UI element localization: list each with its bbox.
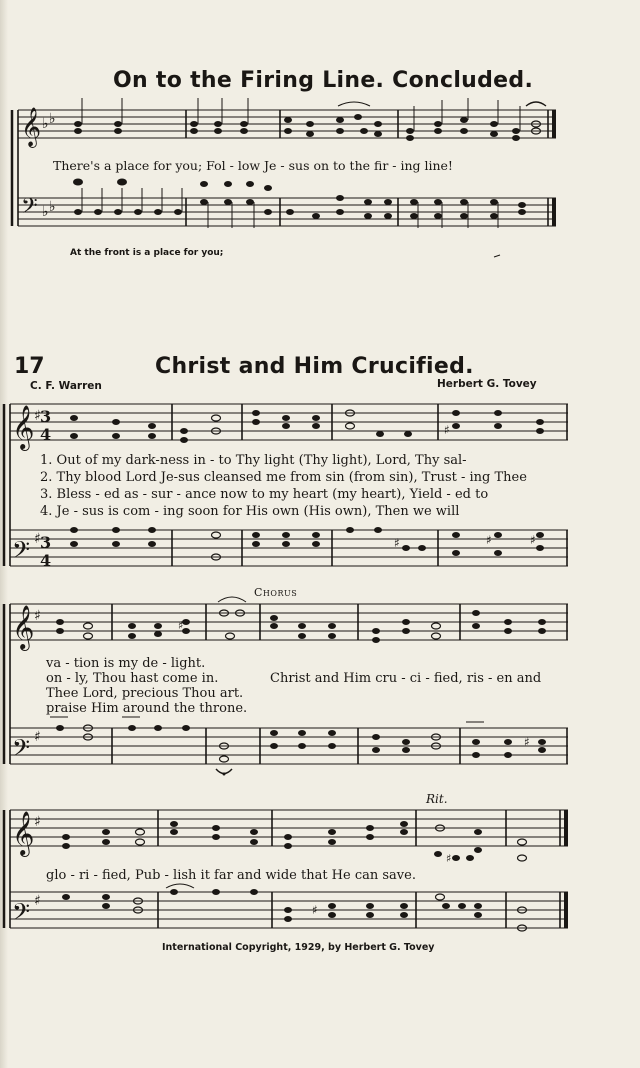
ritardando-marking: Rit. — [426, 792, 448, 806]
song-title-firing-line: On to the Firing Line. Concluded. — [113, 68, 534, 93]
continuation-verse-4: praise Him around the throne. — [46, 701, 248, 716]
svg-text:3: 3 — [40, 533, 52, 552]
svg-text:♯: ♯ — [444, 423, 450, 437]
verse-3-line: 3. Bless - ed as - sur - ance now to my heart (my heart), Yield - ed to — [40, 487, 489, 502]
svg-text:♯: ♯ — [34, 408, 41, 424]
chorus-lyric-line-2: glo - ri - fied, Pub - lish it far and wide that He can save. — [46, 868, 416, 883]
svg-text:♯: ♯ — [178, 619, 184, 632]
svg-text:𝄢: 𝄢 — [21, 194, 38, 224]
svg-text:♭: ♭ — [49, 199, 56, 215]
svg-text:𝄞: 𝄞 — [12, 811, 35, 855]
svg-text:♯: ♯ — [312, 903, 318, 917]
svg-text:♯: ♯ — [446, 852, 452, 865]
copyright-notice: International Copyright, 1929, by Herbert G. Tovey — [162, 942, 435, 953]
svg-text:♯: ♯ — [486, 533, 492, 547]
verse-block — [40, 452, 527, 520]
svg-text:♯: ♯ — [34, 531, 41, 547]
hymn-composer: Herbert G. Tovey — [437, 378, 537, 390]
svg-text:♯: ♯ — [34, 893, 41, 909]
svg-text:𝄢: 𝄢 — [12, 734, 31, 767]
continuation-block — [46, 656, 247, 716]
svg-text:4: 4 — [40, 551, 52, 570]
svg-text:4: 4 — [40, 425, 52, 444]
svg-text:♯: ♯ — [530, 533, 536, 547]
continuation-verse-1: va - tion is my de - light. — [46, 656, 206, 671]
verse-1-line: 1. Out of my dark-ness in - to Thy light (Thy light), Lord, Thy sal- — [40, 453, 467, 468]
svg-text:𝄢: 𝄢 — [12, 898, 31, 931]
svg-text:♯: ♯ — [34, 729, 41, 745]
verse-2-line: 2. Thy blood Lord Je-sus cleansed me from sin (from sin), Trust - ing Thee — [40, 470, 527, 485]
svg-text:𝄞: 𝄞 — [12, 405, 35, 449]
svg-text:♭: ♭ — [49, 111, 56, 127]
svg-text:♯: ♯ — [34, 608, 41, 624]
lyric-line-firing-line: There's a place for you; Fol - low Je - sus on to the fir - ing line! — [53, 158, 453, 173]
bass-lyric-firing-line: At the front is a place for you; — [70, 248, 224, 258]
hymn-author: C. F. Warren — [30, 380, 102, 392]
svg-text:♯: ♯ — [394, 536, 400, 550]
chorus-label: Chorus — [254, 586, 298, 599]
continuation-verse-3: Thee Lord, precious Thou art. — [46, 686, 244, 701]
hymn-title: Christ and Him Crucified. — [155, 354, 474, 379]
music-system-firing-line — [18, 104, 563, 244]
chorus-lyric-line-1: Christ and Him cru - ci - fied, ris - en and — [270, 671, 542, 686]
hymn-number: 17 — [14, 354, 45, 379]
svg-text:♭: ♭ — [42, 204, 49, 220]
svg-text:𝄞: 𝄞 — [21, 107, 42, 147]
svg-text:♭: ♭ — [42, 116, 49, 132]
verse-4-line: 4. Je - sus is com - ing soon for His own (His own), Then we will — [40, 504, 460, 519]
svg-text:𝄞: 𝄞 — [12, 605, 35, 649]
svg-text:3: 3 — [40, 407, 52, 426]
svg-text:𝄢: 𝄢 — [12, 536, 31, 569]
svg-text:♯: ♯ — [524, 735, 530, 749]
svg-text:♯: ♯ — [34, 814, 41, 830]
continuation-verse-2: on - ly, Thou hast come in. — [46, 671, 219, 686]
